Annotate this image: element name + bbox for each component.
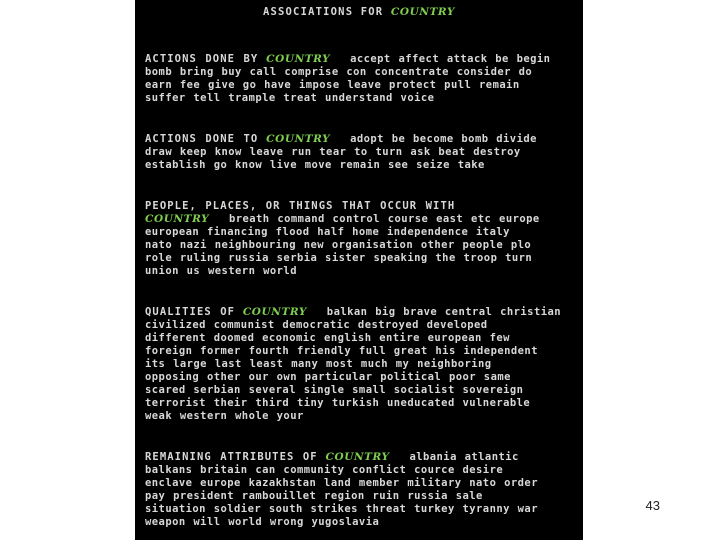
section-line: weak western whole your: [145, 410, 304, 422]
section-heading: ACTIONS DONE BY: [145, 53, 259, 65]
section-keyword: COUNTRY: [145, 213, 210, 225]
section-line: civilized communist democratic destroyed developed: [145, 319, 488, 331]
section-line: pay president rambouillet region ruin russia sale: [145, 490, 483, 502]
section-line: union us western world: [145, 265, 297, 277]
section-line: bomb bring buy call comprise con concentrate consider do: [145, 66, 533, 78]
section-qualities-of: [145, 306, 577, 423]
section-line: its large last least many most much my neighboring: [145, 358, 492, 370]
section-line: balkans britain can community conflict cource desire: [145, 464, 504, 476]
section-line: scared serbian several single small socialist sovereign: [145, 384, 524, 396]
section-line: situation soldier south strikes threat turkey tyranny war: [145, 503, 538, 515]
section-line: opposing other our own particular political poor same: [145, 371, 511, 383]
section-text: balkan big brave central christian: [326, 306, 562, 318]
section-line: role ruling russia serbia sister speaking the troop turn: [145, 252, 533, 264]
section-line: [145, 213, 577, 226]
section-line: [145, 451, 577, 464]
section-line: establish go know live move remain see seize take: [145, 159, 485, 171]
section-text: accept affect attack be begin: [350, 53, 551, 65]
section-keyword: COUNTRY: [266, 53, 331, 65]
section-keyword: COUNTRY: [325, 451, 390, 463]
slide-title: [135, 6, 583, 18]
section-line: earn fee give go have impose leave protect pull remain: [145, 79, 520, 91]
section-line: [145, 53, 577, 66]
slide-panel: [135, 0, 583, 540]
section-people-places-things: [145, 200, 577, 278]
section-actions-done-to: [145, 133, 577, 172]
section-line: [145, 133, 577, 146]
section-line: enclave europe kazakhstan land member military nato order: [145, 477, 538, 489]
section-line: terrorist their third tiny turkish uneducated vulnerable: [145, 397, 531, 409]
section-keyword: COUNTRY: [242, 306, 308, 318]
section-line: european financing flood half home independence italy: [145, 226, 510, 238]
section-keyword: COUNTRY: [266, 133, 331, 145]
page-number: 43: [645, 498, 660, 513]
section-heading: QUALITIES OF: [145, 306, 236, 318]
section-line: suffer tell trample treat understand voice: [145, 92, 435, 104]
section-text: adopt be become bomb divide: [350, 133, 537, 145]
section-line: different doomed economic english entire european few: [145, 332, 510, 344]
section-line: foreign former fourth friendly full great his independent: [145, 345, 538, 357]
section-line: [145, 306, 577, 319]
section-heading: ACTIONS DONE TO: [145, 133, 259, 145]
section-text: albania atlantic: [409, 451, 519, 463]
title-keyword: COUNTRY: [390, 6, 456, 18]
section-actions-done-by: [145, 53, 577, 105]
section-text: breath command control course east etc europe: [228, 213, 540, 225]
section-line: weapon will world wrong yugoslavia: [145, 516, 380, 528]
section-line: nato nazi neighbouring new organisation other people plo: [145, 239, 532, 251]
title-prefix: ASSOCIATIONS FOR: [262, 6, 384, 18]
section-remaining-attributes: [145, 451, 577, 529]
section-heading: PEOPLE, PLACES, OR THINGS THAT OCCUR WITH: [145, 200, 456, 212]
section-heading: REMAINING ATTRIBUTES OF: [145, 451, 318, 463]
section-line: draw keep know leave run tear to turn ask beat destroy: [145, 146, 521, 158]
